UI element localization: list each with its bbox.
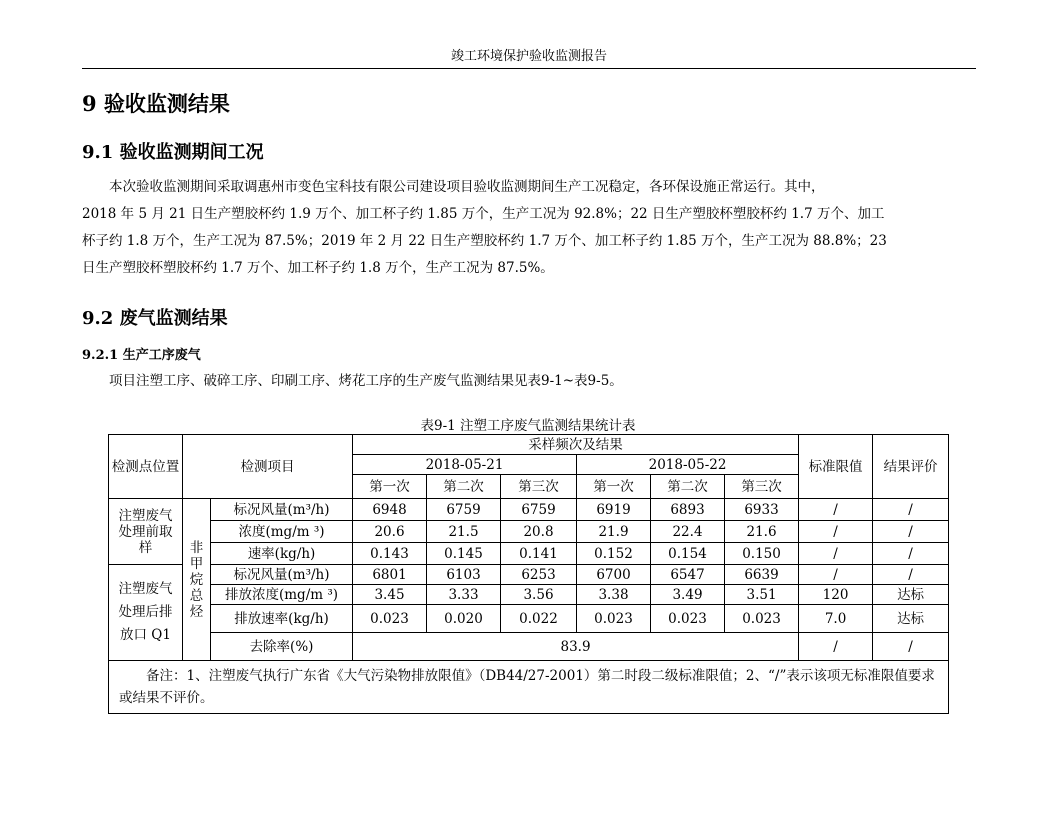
standard-cell: 120	[799, 585, 873, 605]
header-date-1: 2018-05-21	[353, 455, 577, 475]
value-cell: 6103	[427, 565, 501, 585]
evaluation-cell: /	[873, 633, 949, 661]
table-row	[109, 585, 949, 605]
evaluation-cell: /	[873, 499, 949, 521]
paragraph-line: 2018 年 5 月 21 日生产塑胶杯约 1.9 万个、加工杯子约 1.85 万个，生产工况为 92.8%；22 日生产塑胶杯塑胶杯约 1.7 万个、加工	[82, 206, 885, 222]
section-heading-9-2: 9.2 废气监测结果	[82, 308, 228, 329]
value-cell: 6919	[577, 499, 651, 521]
header-site: 检测点位置	[109, 435, 183, 499]
paragraph-line: 杯子约 1.8 万个，生产工况为 87.5%；2019 年 2 月 22 日生产塑胶杯约 1.7 万个、加工杯子约 1.85 万个，生产工况为 88.8%；23	[82, 233, 887, 249]
header-run: 第三次	[501, 475, 577, 499]
parameter-cell: 浓度(mg/m ³)	[211, 521, 353, 543]
value-cell: 20.6	[353, 521, 427, 543]
header-date-2: 2018-05-22	[577, 455, 799, 475]
parameter-cell: 标况风量(m³/h)	[211, 499, 353, 521]
header-run: 第一次	[577, 475, 651, 499]
table-row	[109, 661, 949, 714]
paragraph-operating-conditions	[82, 174, 976, 282]
standard-cell: /	[799, 543, 873, 565]
standard-cell: /	[799, 499, 873, 521]
page-header: 竣工环境保护验收监测报告	[82, 46, 976, 69]
value-cell: 6948	[353, 499, 427, 521]
value-cell: 3.45	[353, 585, 427, 605]
value-cell: 0.023	[651, 605, 725, 633]
value-cell: 0.023	[725, 605, 799, 633]
header-run: 第二次	[651, 475, 725, 499]
table-row	[109, 543, 949, 565]
site-inlet: 注塑废气处理前取样	[109, 499, 183, 565]
site-outlet: 注塑废气处理后排放口 Q1	[109, 565, 183, 661]
value-cell: 0.022	[501, 605, 577, 633]
value-cell: 3.51	[725, 585, 799, 605]
value-cell: 21.9	[577, 521, 651, 543]
table-row	[109, 633, 949, 661]
table-note: 备注：1、注塑废气执行广东省《大气污染物排放限值》（DB44/27-2001）第二时段二级标准限值；2、“/”表示该项无标准限值要求或结果不评价。	[109, 661, 949, 714]
value-cell: 3.56	[501, 585, 577, 605]
value-cell: 0.020	[427, 605, 501, 633]
header-run: 第二次	[427, 475, 501, 499]
evaluation-cell: /	[873, 521, 949, 543]
table-row	[109, 605, 949, 633]
header-item: 检测项目	[183, 435, 353, 499]
value-cell: 0.152	[577, 543, 651, 565]
evaluation-cell: 达标	[873, 605, 949, 633]
table-row	[109, 521, 949, 543]
evaluation-cell: 达标	[873, 585, 949, 605]
value-cell: 3.33	[427, 585, 501, 605]
parameter-cell: 排放速率(kg/h)	[211, 605, 353, 633]
parameter-cell: 标况风量(m³/h)	[211, 565, 353, 585]
standard-cell: /	[799, 521, 873, 543]
value-cell: 0.023	[353, 605, 427, 633]
value-cell: 6759	[427, 499, 501, 521]
section-heading-9: 9 验收监测结果	[82, 91, 230, 116]
header-run: 第三次	[725, 475, 799, 499]
table-caption: 表9-1 注塑工序废气监测结果统计表	[420, 418, 636, 434]
section-heading-9-1: 9.1 验收监测期间工况	[82, 142, 264, 163]
value-cell: 6639	[725, 565, 799, 585]
table-row	[109, 499, 949, 521]
value-cell: 21.6	[725, 521, 799, 543]
standard-cell: /	[799, 633, 873, 661]
parameter-cell: 速率(kg/h)	[211, 543, 353, 565]
header-evaluation: 结果评价	[873, 435, 949, 499]
removal-rate-label: 去除率(%)	[211, 633, 353, 661]
value-cell: 0.154	[651, 543, 725, 565]
paragraph-line: 日生产塑胶杯塑胶杯约 1.7 万个、加工杯子约 1.8 万个，生产工况为 87.5%。	[82, 260, 554, 276]
paragraph-exhaust-intro: 项目注塑工序、破碎工序、印刷工序、烤花工序的生产废气监测结果见表9-1~表9-5。	[109, 373, 623, 389]
value-cell: 3.38	[577, 585, 651, 605]
parameter-cell: 排放浓度(mg/m ³)	[211, 585, 353, 605]
header-run: 第一次	[353, 475, 427, 499]
value-cell: 0.150	[725, 543, 799, 565]
value-cell: 6893	[651, 499, 725, 521]
value-cell: 6547	[651, 565, 725, 585]
value-cell: 6933	[725, 499, 799, 521]
header-standard: 标准限值	[799, 435, 873, 499]
exhaust-results-table	[108, 434, 949, 714]
pollutant-label: 非甲烷总烃	[183, 499, 211, 661]
table-row	[109, 565, 949, 585]
value-cell: 20.8	[501, 521, 577, 543]
value-cell: 22.4	[651, 521, 725, 543]
header-sampling: 采样频次及结果	[353, 435, 799, 455]
value-cell: 3.49	[651, 585, 725, 605]
value-cell: 0.145	[427, 543, 501, 565]
value-cell: 6253	[501, 565, 577, 585]
paragraph-line: 本次验收监测期间采取调惠州市变色宝科技有限公司建设项目验收监测期间生产工况稳定，各环保设施正常运行。其中，	[109, 179, 825, 195]
evaluation-cell: /	[873, 565, 949, 585]
section-heading-9-2-1: 9.2.1 生产工序废气	[82, 348, 201, 363]
removal-rate-value: 83.9	[353, 633, 799, 661]
value-cell: 6801	[353, 565, 427, 585]
value-cell: 0.143	[353, 543, 427, 565]
standard-cell: /	[799, 565, 873, 585]
standard-cell: 7.0	[799, 605, 873, 633]
evaluation-cell: /	[873, 543, 949, 565]
value-cell: 0.141	[501, 543, 577, 565]
value-cell: 6700	[577, 565, 651, 585]
value-cell: 0.023	[577, 605, 651, 633]
value-cell: 6759	[501, 499, 577, 521]
value-cell: 21.5	[427, 521, 501, 543]
